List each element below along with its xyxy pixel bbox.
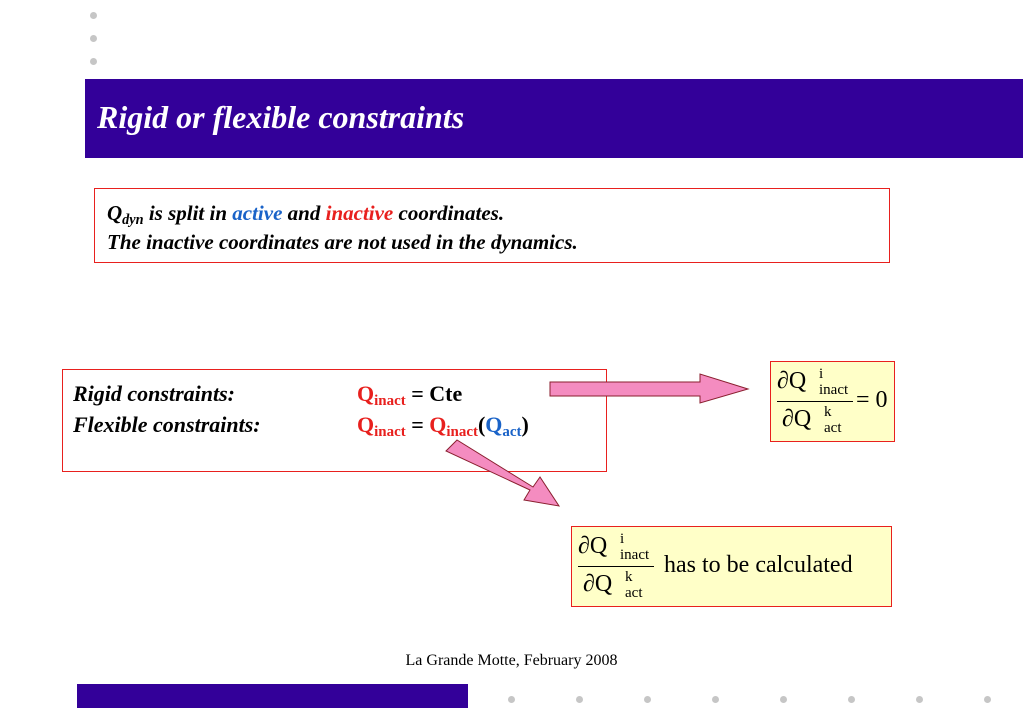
decor-dot [712,696,719,703]
q-inact-symbol: $Q_{inact}$ [357,381,406,410]
and-text: and [282,201,326,225]
numerator-partial-q: ∂Q [777,368,807,394]
decor-dot [508,696,515,703]
equals-cte: = Cte [405,381,463,406]
arrow-to-rigid-formula [550,374,748,403]
split-text: is split in [143,201,233,225]
flexible-label: Flexible constraints: [73,412,261,437]
decor-dot [984,696,991,703]
q-inact-symbol: $Q_{inact}$ [357,412,406,441]
decor-dot [644,696,651,703]
denominator-superscript: k [824,404,832,420]
has-to-be-calculated-text: has to be calculated [664,552,853,578]
fraction-bar [578,566,654,567]
decor-dot [576,696,583,703]
fraction-bar [777,401,853,402]
arrow-to-flexible-formula [446,440,559,506]
inactive-word: inactive [325,201,394,225]
flexible-derivative-formula [571,526,892,607]
rigid-label: Rigid constraints: [73,381,235,406]
decor-dot [780,696,787,703]
denominator-partial-q: ∂Q [583,571,613,597]
q-inact-function: $Q_{inact}$ [429,412,478,441]
numerator-partial-q: ∂Q [578,533,608,559]
numerator-superscript: i [819,366,824,382]
equals-zero: = 0 [856,387,888,413]
denominator-superscript: k [625,569,633,585]
decor-dot [848,696,855,703]
q-subscript: dyn [122,211,144,228]
slide-title: Rigid or flexible constraints [97,99,465,135]
coordinates-text: coordinates. [393,201,505,225]
active-word: active [232,201,283,225]
denominator-partial-q: ∂Q [782,406,812,432]
q-symbol: Q [107,201,123,225]
decor-dot [916,696,923,703]
numerator-subscript: inact [819,382,849,398]
intro-line-2: The inactive coordinates are not used in the dynamics. [107,230,578,254]
denominator-subscript: act [625,585,643,601]
footer-bar [77,684,468,708]
footer-text: La Grande Motte, February 2008 [405,652,618,669]
numerator-subscript: inact [620,547,650,563]
denominator-subscript: act [824,420,842,436]
equals-sign: = [405,412,430,437]
rigid-derivative-formula [770,361,895,442]
open-paren: ( [477,412,486,437]
close-paren: ) [521,412,529,437]
q-act-symbol: $Q_{act}$ [485,412,522,441]
numerator-superscript: i [620,531,625,547]
